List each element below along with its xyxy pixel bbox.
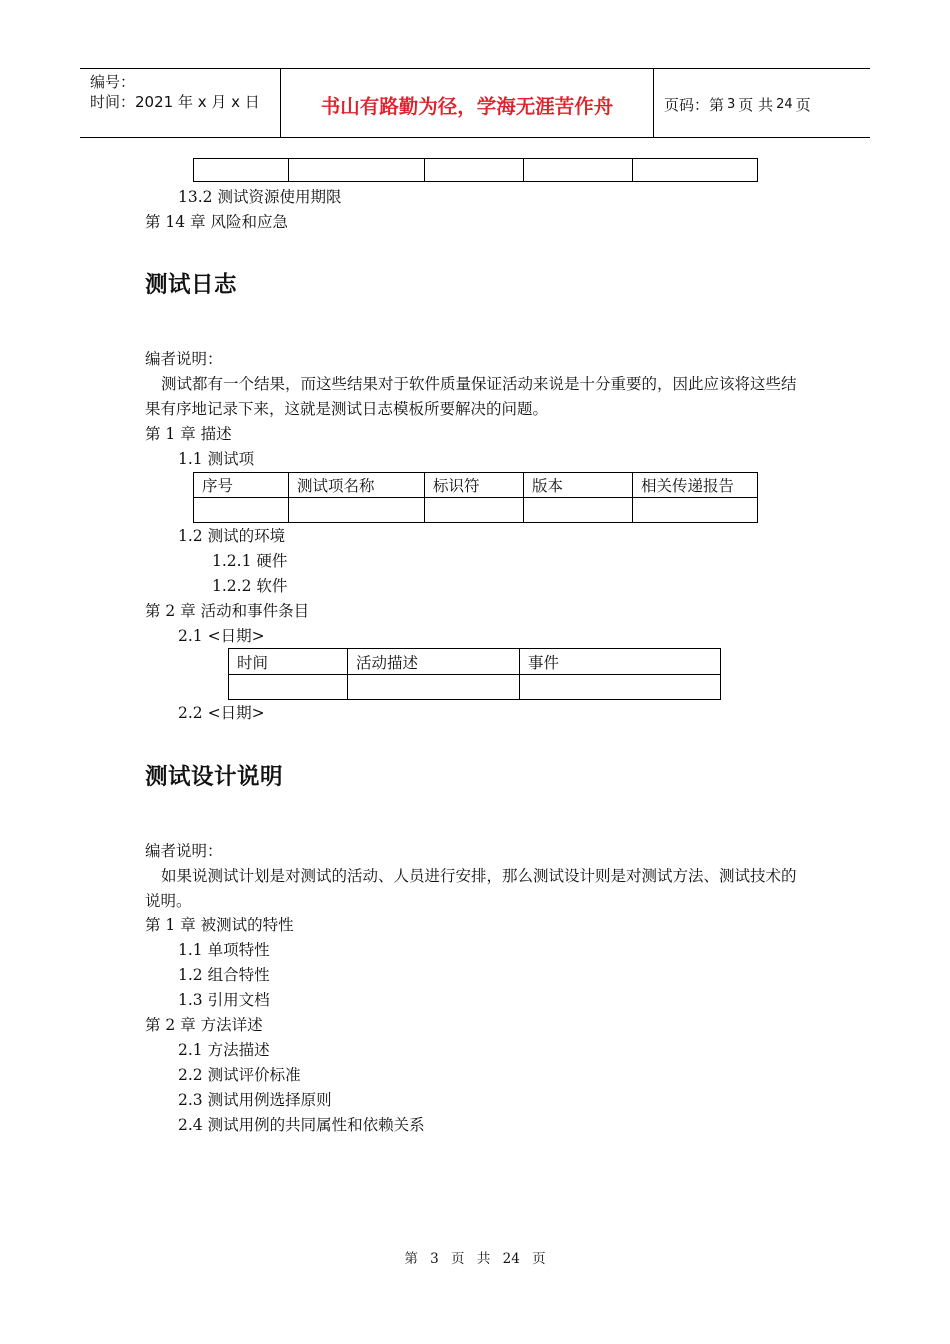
header-number-label: 编号： bbox=[90, 73, 136, 91]
header-page-total: 24 bbox=[776, 96, 793, 112]
subsection-1-2-1: 1.2.1 硬件 bbox=[212, 552, 288, 570]
subsection-2-3-selection: 2.3 测试用例选择原则 bbox=[178, 1091, 332, 1109]
footer-total-pages: 24 bbox=[502, 1251, 520, 1267]
chapter-14: 第 14 章 风险和应急 bbox=[145, 213, 289, 231]
table-header-cell: 活动描述 bbox=[348, 649, 520, 675]
header-motto: 书山有路勤为径，学海无涯苦作舟 bbox=[281, 69, 654, 137]
subsection-2-2: 2.2 <日期> bbox=[178, 704, 265, 722]
header-meta bbox=[80, 69, 281, 137]
subsection-1-2-combined: 1.2 组合特性 bbox=[178, 966, 270, 984]
chapter-2: 第 2 章 活动和事件条目 bbox=[145, 602, 310, 620]
header-page-current: 3 bbox=[727, 96, 736, 112]
chapter-2-methods: 第 2 章 方法详述 bbox=[145, 1016, 263, 1034]
table-header-cell: 事件 bbox=[520, 649, 721, 675]
table-cell bbox=[425, 498, 524, 523]
table-header-row bbox=[229, 649, 721, 675]
editor-note-text-2: 如果说测试计划是对测试的活动、人员进行安排，那么测试设计则是对测试方法、测试技术的说明。 bbox=[145, 867, 797, 910]
table-row bbox=[194, 498, 758, 523]
table-row bbox=[194, 159, 758, 182]
table-cell bbox=[524, 498, 633, 523]
table-cell bbox=[194, 159, 289, 182]
chapter-1-features: 第 1 章 被测试的特性 bbox=[145, 916, 294, 934]
header-page-suffix: 页 bbox=[795, 95, 811, 114]
table-cell bbox=[520, 675, 721, 700]
footer-text: 页 bbox=[451, 1251, 465, 1267]
table-cell bbox=[289, 159, 425, 182]
table-cell bbox=[633, 498, 758, 523]
table-cell bbox=[194, 498, 289, 523]
editor-note-label: 编者说明： bbox=[145, 350, 223, 368]
section-title-test-log: 测试日志 bbox=[145, 272, 238, 298]
table-cell bbox=[524, 159, 633, 182]
table-header-cell: 版本 bbox=[524, 473, 633, 498]
table-header-cell: 序号 bbox=[194, 473, 289, 498]
subsection-1-3-references: 1.3 引用文档 bbox=[178, 991, 270, 1009]
editor-note-text: 测试都有一个结果，而这些结果对于软件质量保证活动来说是十分重要的，因此应该将这些结果有序地记录下来，这就是测试日志模板所要解决的问题。 bbox=[145, 375, 797, 418]
subsection-2-1-method: 2.1 方法描述 bbox=[178, 1041, 270, 1059]
subsection-1-2: 1.2 测试的环境 bbox=[178, 527, 286, 545]
activity-table bbox=[228, 648, 721, 700]
table-row bbox=[229, 675, 721, 700]
table-header-row bbox=[194, 473, 758, 498]
table-cell bbox=[289, 498, 425, 523]
page-header bbox=[80, 68, 870, 138]
table-header-cell: 相关传递报告 bbox=[633, 473, 758, 498]
table-cell bbox=[633, 159, 758, 182]
test-items-table bbox=[193, 472, 758, 523]
header-time-label: 时间：2021 年 x 月 x 日 bbox=[90, 93, 260, 111]
table-header-cell: 时间 bbox=[229, 649, 348, 675]
footer-text: 第 bbox=[404, 1251, 418, 1267]
section-title-test-design: 测试设计说明 bbox=[145, 764, 284, 790]
table-cell bbox=[229, 675, 348, 700]
subsection-2-2-criteria: 2.2 测试评价标准 bbox=[178, 1066, 301, 1084]
footer-page-number: 3 bbox=[430, 1251, 439, 1267]
header-page-mid: 页 共 bbox=[738, 95, 774, 114]
table-cell bbox=[348, 675, 520, 700]
header-page-info bbox=[654, 69, 870, 137]
table-cell bbox=[425, 159, 524, 182]
chapter-1: 第 1 章 描述 bbox=[145, 425, 232, 443]
table-header-cell: 标识符 bbox=[425, 473, 524, 498]
subsection-1-2-2: 1.2.2 软件 bbox=[212, 577, 288, 595]
subsection-13-2: 13.2 测试资源使用期限 bbox=[178, 188, 342, 206]
subsection-1-1-single: 1.1 单项特性 bbox=[178, 941, 270, 959]
table-header-cell: 测试项名称 bbox=[289, 473, 425, 498]
footer-text: 页 bbox=[532, 1251, 546, 1267]
footer-text: 共 bbox=[476, 1251, 491, 1267]
subsection-2-1: 2.1 <日期> bbox=[178, 627, 265, 645]
editor-note-label-2: 编者说明： bbox=[145, 842, 223, 860]
subsection-1-1: 1.1 测试项 bbox=[178, 450, 255, 468]
header-page-prefix: 页码：第 bbox=[664, 95, 725, 114]
continued-table bbox=[193, 158, 758, 182]
subsection-2-4-attributes: 2.4 测试用例的共同属性和依赖关系 bbox=[178, 1116, 425, 1134]
page-footer bbox=[0, 1247, 950, 1267]
